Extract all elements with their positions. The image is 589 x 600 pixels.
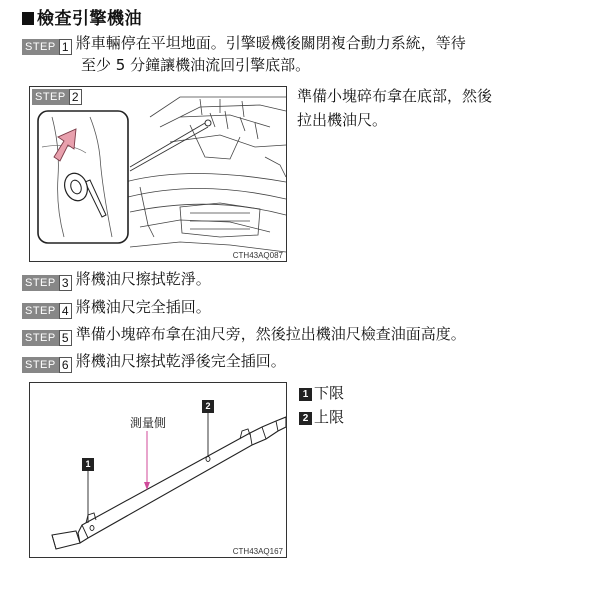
legend-badge: 1 bbox=[299, 388, 312, 401]
legend-badge: 2 bbox=[299, 412, 312, 425]
step-badge-number: 5 bbox=[59, 330, 72, 346]
step-badge-number: 2 bbox=[69, 89, 82, 105]
step-badge-number: 1 bbox=[59, 39, 72, 55]
measure-side-label: 測量側 bbox=[130, 416, 167, 430]
step-badge bbox=[22, 357, 72, 373]
step-badge-number: 6 bbox=[59, 357, 72, 373]
step-text: 拉出機油尺。 bbox=[297, 111, 388, 129]
step-badge-number: 3 bbox=[59, 275, 72, 291]
legend bbox=[299, 381, 344, 429]
step-badge-label: STEP bbox=[22, 275, 59, 291]
step-text: 將機油尺完全插回。 bbox=[75, 298, 211, 316]
section-title-text: 檢查引擎機油 bbox=[37, 9, 142, 29]
legend-item-upper bbox=[299, 405, 344, 429]
step-4 bbox=[22, 296, 211, 319]
legend-label: 下限 bbox=[314, 384, 345, 402]
step-badge bbox=[22, 330, 72, 346]
step-badge-label: STEP bbox=[22, 330, 59, 346]
step-2-text bbox=[297, 84, 492, 132]
callout-lower-limit: 1 bbox=[82, 458, 94, 471]
figure-code: CTH43AQ167 bbox=[232, 547, 283, 556]
step-1 bbox=[22, 32, 466, 55]
step-badge bbox=[22, 303, 72, 319]
dipstick-illustration bbox=[30, 383, 286, 557]
step-6 bbox=[22, 350, 286, 373]
step-text: 準備小塊碎布拿在油尺旁，然後拉出機油尺檢查油面高度。 bbox=[75, 325, 466, 343]
title-square-icon bbox=[22, 12, 34, 25]
legend-item-lower bbox=[299, 381, 344, 405]
step-badge-label: STEP bbox=[22, 303, 59, 319]
step-badge bbox=[22, 39, 72, 55]
step-text: 將車輛停在平坦地面。引擎暖機後關閉複合動力系統，等待 bbox=[75, 34, 466, 52]
legend-label: 上限 bbox=[314, 408, 345, 426]
step-text: 將機油尺擦拭乾淨後完全插回。 bbox=[75, 352, 286, 370]
step-badge-label: STEP bbox=[32, 89, 69, 105]
step-badge-label: STEP bbox=[22, 357, 59, 373]
engine-dipstick-figure bbox=[29, 86, 287, 262]
callout-upper-limit: 2 bbox=[202, 400, 214, 413]
step-text: 準備小塊碎布拿在底部，然後 bbox=[297, 87, 493, 105]
engine-illustration bbox=[30, 87, 286, 261]
dipstick-figure bbox=[29, 382, 287, 558]
step-badge bbox=[22, 275, 72, 291]
step-5 bbox=[22, 323, 466, 346]
figure-code: CTH43AQ087 bbox=[232, 251, 283, 260]
step-badge-label: STEP bbox=[22, 39, 59, 55]
step-text: 將機油尺擦拭乾淨。 bbox=[75, 270, 211, 288]
step-text: 至少 5 分鐘讓機油流回引擎底部。 bbox=[81, 56, 311, 74]
step-1-continued bbox=[81, 54, 310, 76]
step-badge-number: 4 bbox=[59, 303, 72, 319]
section-title bbox=[22, 4, 142, 29]
step-3 bbox=[22, 268, 211, 291]
